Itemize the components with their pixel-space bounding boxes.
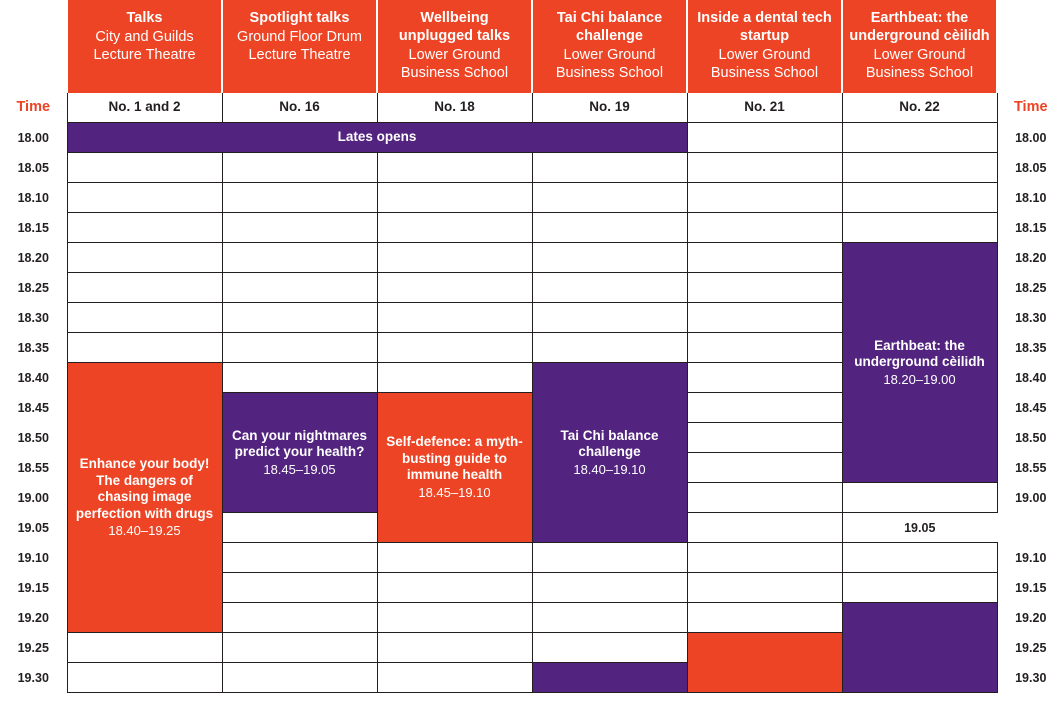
grid-cell — [377, 153, 532, 183]
venue-header-talks — [67, 0, 222, 93]
grid-cell — [222, 543, 377, 573]
event-title: Earthbeat: the underground cèilidh — [854, 337, 985, 370]
grid-cell — [222, 573, 377, 603]
stand-number-tai-chi: No. 19 — [532, 93, 687, 123]
grid-cell — [687, 483, 842, 513]
time-left-1825: 18.25 — [0, 273, 67, 303]
grid-cell — [222, 273, 377, 303]
grid-cell — [377, 243, 532, 273]
grid-cell — [532, 213, 687, 243]
grid-cell — [687, 303, 842, 333]
header-corner-right — [997, 0, 1060, 93]
event-self-defence-immune-health[interactable] — [377, 393, 532, 543]
time-right-1925: 19.25 — [997, 633, 1060, 663]
event-time: 18.40–19.25 — [108, 523, 181, 538]
time-left-1930: 19.30 — [0, 663, 67, 693]
grid-cell — [222, 243, 377, 273]
stand-number-wellbeing: No. 18 — [377, 93, 532, 123]
grid-cell — [532, 183, 687, 213]
grid-cell — [377, 543, 532, 573]
grid-cell — [67, 663, 222, 693]
venue-location: Lower Ground Business School — [865, 47, 974, 82]
stand-number-earthbeat: No. 22 — [842, 93, 997, 123]
event-title: Lates opens — [337, 129, 417, 145]
stand-number-spotlight-talks: No. 16 — [222, 93, 377, 123]
time-left-1810: 18.10 — [0, 183, 67, 213]
event-enhance-your-body[interactable] — [67, 363, 222, 633]
grid-cell — [377, 273, 532, 303]
stand-number-talks: No. 1 and 2 — [67, 93, 222, 123]
time-left-1925: 19.25 — [0, 633, 67, 663]
time-right-1900: 19.00 — [997, 483, 1060, 513]
grid-cell — [222, 153, 377, 183]
time-left-1850: 18.50 — [0, 423, 67, 453]
stand-number-dental: No. 21 — [687, 93, 842, 123]
grid-cell — [687, 273, 842, 303]
grid-cell — [532, 243, 687, 273]
event-time: 18.40–19.10 — [573, 461, 646, 477]
grid-cell — [687, 543, 842, 573]
grid-cell — [687, 213, 842, 243]
venue-location: Lower Ground Business School — [555, 47, 664, 82]
grid-cell — [842, 573, 997, 603]
venue-title: Earthbeat: the underground cèilidh — [849, 10, 990, 45]
stand-number-row — [0, 93, 1060, 123]
venue-title: Wellbeing unplugged talks — [398, 10, 511, 45]
grid-cell — [687, 333, 842, 363]
grid-cell — [532, 543, 687, 573]
grid-cell — [532, 603, 687, 633]
grid-cell — [222, 633, 377, 663]
grid-cell — [67, 153, 222, 183]
grid-cell — [377, 663, 532, 693]
grid-cell — [532, 333, 687, 363]
venue-header-tai-chi-balance-challenge — [532, 0, 687, 93]
grid-cell — [687, 423, 842, 453]
time-left-1840: 18.40 — [0, 363, 67, 393]
time-column-label-right: Time — [997, 93, 1060, 123]
event-title: Can your nightmares predict your health? — [231, 427, 368, 460]
grid-cell — [687, 363, 842, 393]
grid-cell — [842, 483, 997, 513]
grid-cell — [377, 573, 532, 603]
grid-cell — [377, 303, 532, 333]
grid-cell — [222, 603, 377, 633]
time-left-1920: 19.20 — [0, 603, 67, 633]
grid-cell — [687, 183, 842, 213]
grid-cell — [377, 363, 532, 393]
time-right-1830: 18.30 — [997, 303, 1060, 333]
time-right-1800: 18.00 — [997, 123, 1060, 153]
time-right-1825: 18.25 — [997, 273, 1060, 303]
grid-cell — [687, 393, 842, 423]
time-left-1820: 18.20 — [0, 243, 67, 273]
grid-cell — [222, 513, 377, 543]
venue-header-spotlight-talks — [222, 0, 377, 93]
header-corner-left — [0, 0, 67, 93]
grid-cell — [222, 363, 377, 393]
grid-cell — [377, 603, 532, 633]
schedule-row-1820 — [0, 243, 1060, 273]
grid-cell — [532, 153, 687, 183]
grid-cell — [67, 273, 222, 303]
event-title: Self-defence: a myth-busting guide to immune health — [386, 434, 523, 483]
grid-cell — [842, 123, 997, 153]
grid-cell — [687, 153, 842, 183]
grid-cell — [532, 303, 687, 333]
event-title: Tai Chi balance challenge — [560, 427, 659, 460]
grid-cell — [377, 333, 532, 363]
grid-cell — [67, 333, 222, 363]
time-left-1815: 18.15 — [0, 213, 67, 243]
event-time: 18.20–19.00 — [883, 371, 956, 387]
grid-cell — [687, 123, 842, 153]
event-earthbeat-ceilidh-second[interactable] — [842, 603, 997, 693]
grid-cell — [377, 183, 532, 213]
schedule-row-1815 — [0, 213, 1060, 243]
venue-location: Lower Ground Business School — [710, 47, 819, 82]
grid-cell — [842, 183, 997, 213]
event-tai-chi-second[interactable] — [532, 663, 687, 693]
time-right-1835: 18.35 — [997, 333, 1060, 363]
time-right-1820: 18.20 — [997, 243, 1060, 273]
grid-cell — [222, 303, 377, 333]
time-left-1800: 18.00 — [0, 123, 67, 153]
grid-cell — [687, 573, 842, 603]
schedule-row-1800 — [0, 123, 1060, 153]
grid-cell — [687, 603, 842, 633]
grid-cell — [532, 633, 687, 663]
time-right-1910: 19.10 — [997, 543, 1060, 573]
event-time: 18.45–19.05 — [263, 461, 336, 477]
event-time: 18.45–19.10 — [418, 484, 491, 500]
venue-header-row — [0, 0, 1060, 93]
event-tai-chi-balance-challenge[interactable] — [532, 363, 687, 543]
time-left-1915: 19.15 — [0, 573, 67, 603]
time-left-1805: 18.05 — [0, 153, 67, 183]
venue-title: Tai Chi balance challenge — [556, 10, 663, 45]
time-right-1845: 18.45 — [997, 393, 1060, 423]
grid-cell — [377, 213, 532, 243]
grid-cell — [222, 333, 377, 363]
grid-cell — [532, 273, 687, 303]
grid-cell — [842, 543, 997, 573]
grid-cell — [532, 573, 687, 603]
time-left-1855: 18.55 — [0, 453, 67, 483]
time-right-1810: 18.10 — [997, 183, 1060, 213]
grid-cell — [67, 213, 222, 243]
time-right-1840: 18.40 — [997, 363, 1060, 393]
venue-location: Lower Ground Business School — [400, 47, 509, 82]
venue-header-wellbeing-unplugged-talks — [377, 0, 532, 93]
grid-cell — [687, 243, 842, 273]
grid-cell — [687, 513, 842, 543]
grid-cell — [222, 183, 377, 213]
time-left-1845: 18.45 — [0, 393, 67, 423]
time-right-1805: 18.05 — [997, 153, 1060, 183]
time-left-1900: 19.00 — [0, 483, 67, 513]
grid-cell — [842, 213, 997, 243]
schedule-row-1805 — [0, 153, 1060, 183]
time-right-1915: 19.15 — [997, 573, 1060, 603]
event-nightmares-predict-health[interactable] — [222, 393, 377, 513]
grid-cell — [842, 153, 997, 183]
time-right-1815: 18.15 — [997, 213, 1060, 243]
time-right-1930: 19.30 — [997, 663, 1060, 693]
grid-cell — [687, 453, 842, 483]
time-right-1850: 18.50 — [997, 423, 1060, 453]
grid-cell — [67, 183, 222, 213]
grid-cell — [222, 663, 377, 693]
venue-title: Spotlight talks — [249, 10, 350, 26]
time-right-1920: 19.20 — [997, 603, 1060, 633]
grid-cell — [377, 633, 532, 663]
venue-location: Ground Floor Drum Lecture Theatre — [237, 29, 362, 64]
event-title: Enhance your body! The dangers of chasing image perfection with drugs — [75, 456, 214, 521]
venue-title: Inside a dental tech startup — [697, 10, 832, 45]
grid-cell — [67, 633, 222, 663]
venue-header-earthbeat-ceilidh — [842, 0, 997, 93]
time-left-1830: 18.30 — [0, 303, 67, 333]
time-column-label-left: Time — [0, 93, 67, 123]
venue-header-inside-a-dental-tech-startup — [687, 0, 842, 93]
venue-location: City and Guilds Lecture Theatre — [93, 29, 196, 64]
time-right-1905: 19.05 — [842, 513, 997, 543]
event-earthbeat-ceilidh[interactable] — [842, 243, 997, 483]
grid-cell — [67, 243, 222, 273]
time-left-1905: 19.05 — [0, 513, 67, 543]
event-dental-tech-startup[interactable] — [687, 633, 842, 693]
time-left-1910: 19.10 — [0, 543, 67, 573]
time-right-1855: 18.55 — [997, 453, 1060, 483]
time-left-1835: 18.35 — [0, 333, 67, 363]
schedule-row-1810 — [0, 183, 1060, 213]
grid-cell — [67, 303, 222, 333]
venue-title: Talks — [126, 10, 163, 26]
grid-cell — [222, 213, 377, 243]
event-lates-opens[interactable] — [67, 123, 687, 153]
